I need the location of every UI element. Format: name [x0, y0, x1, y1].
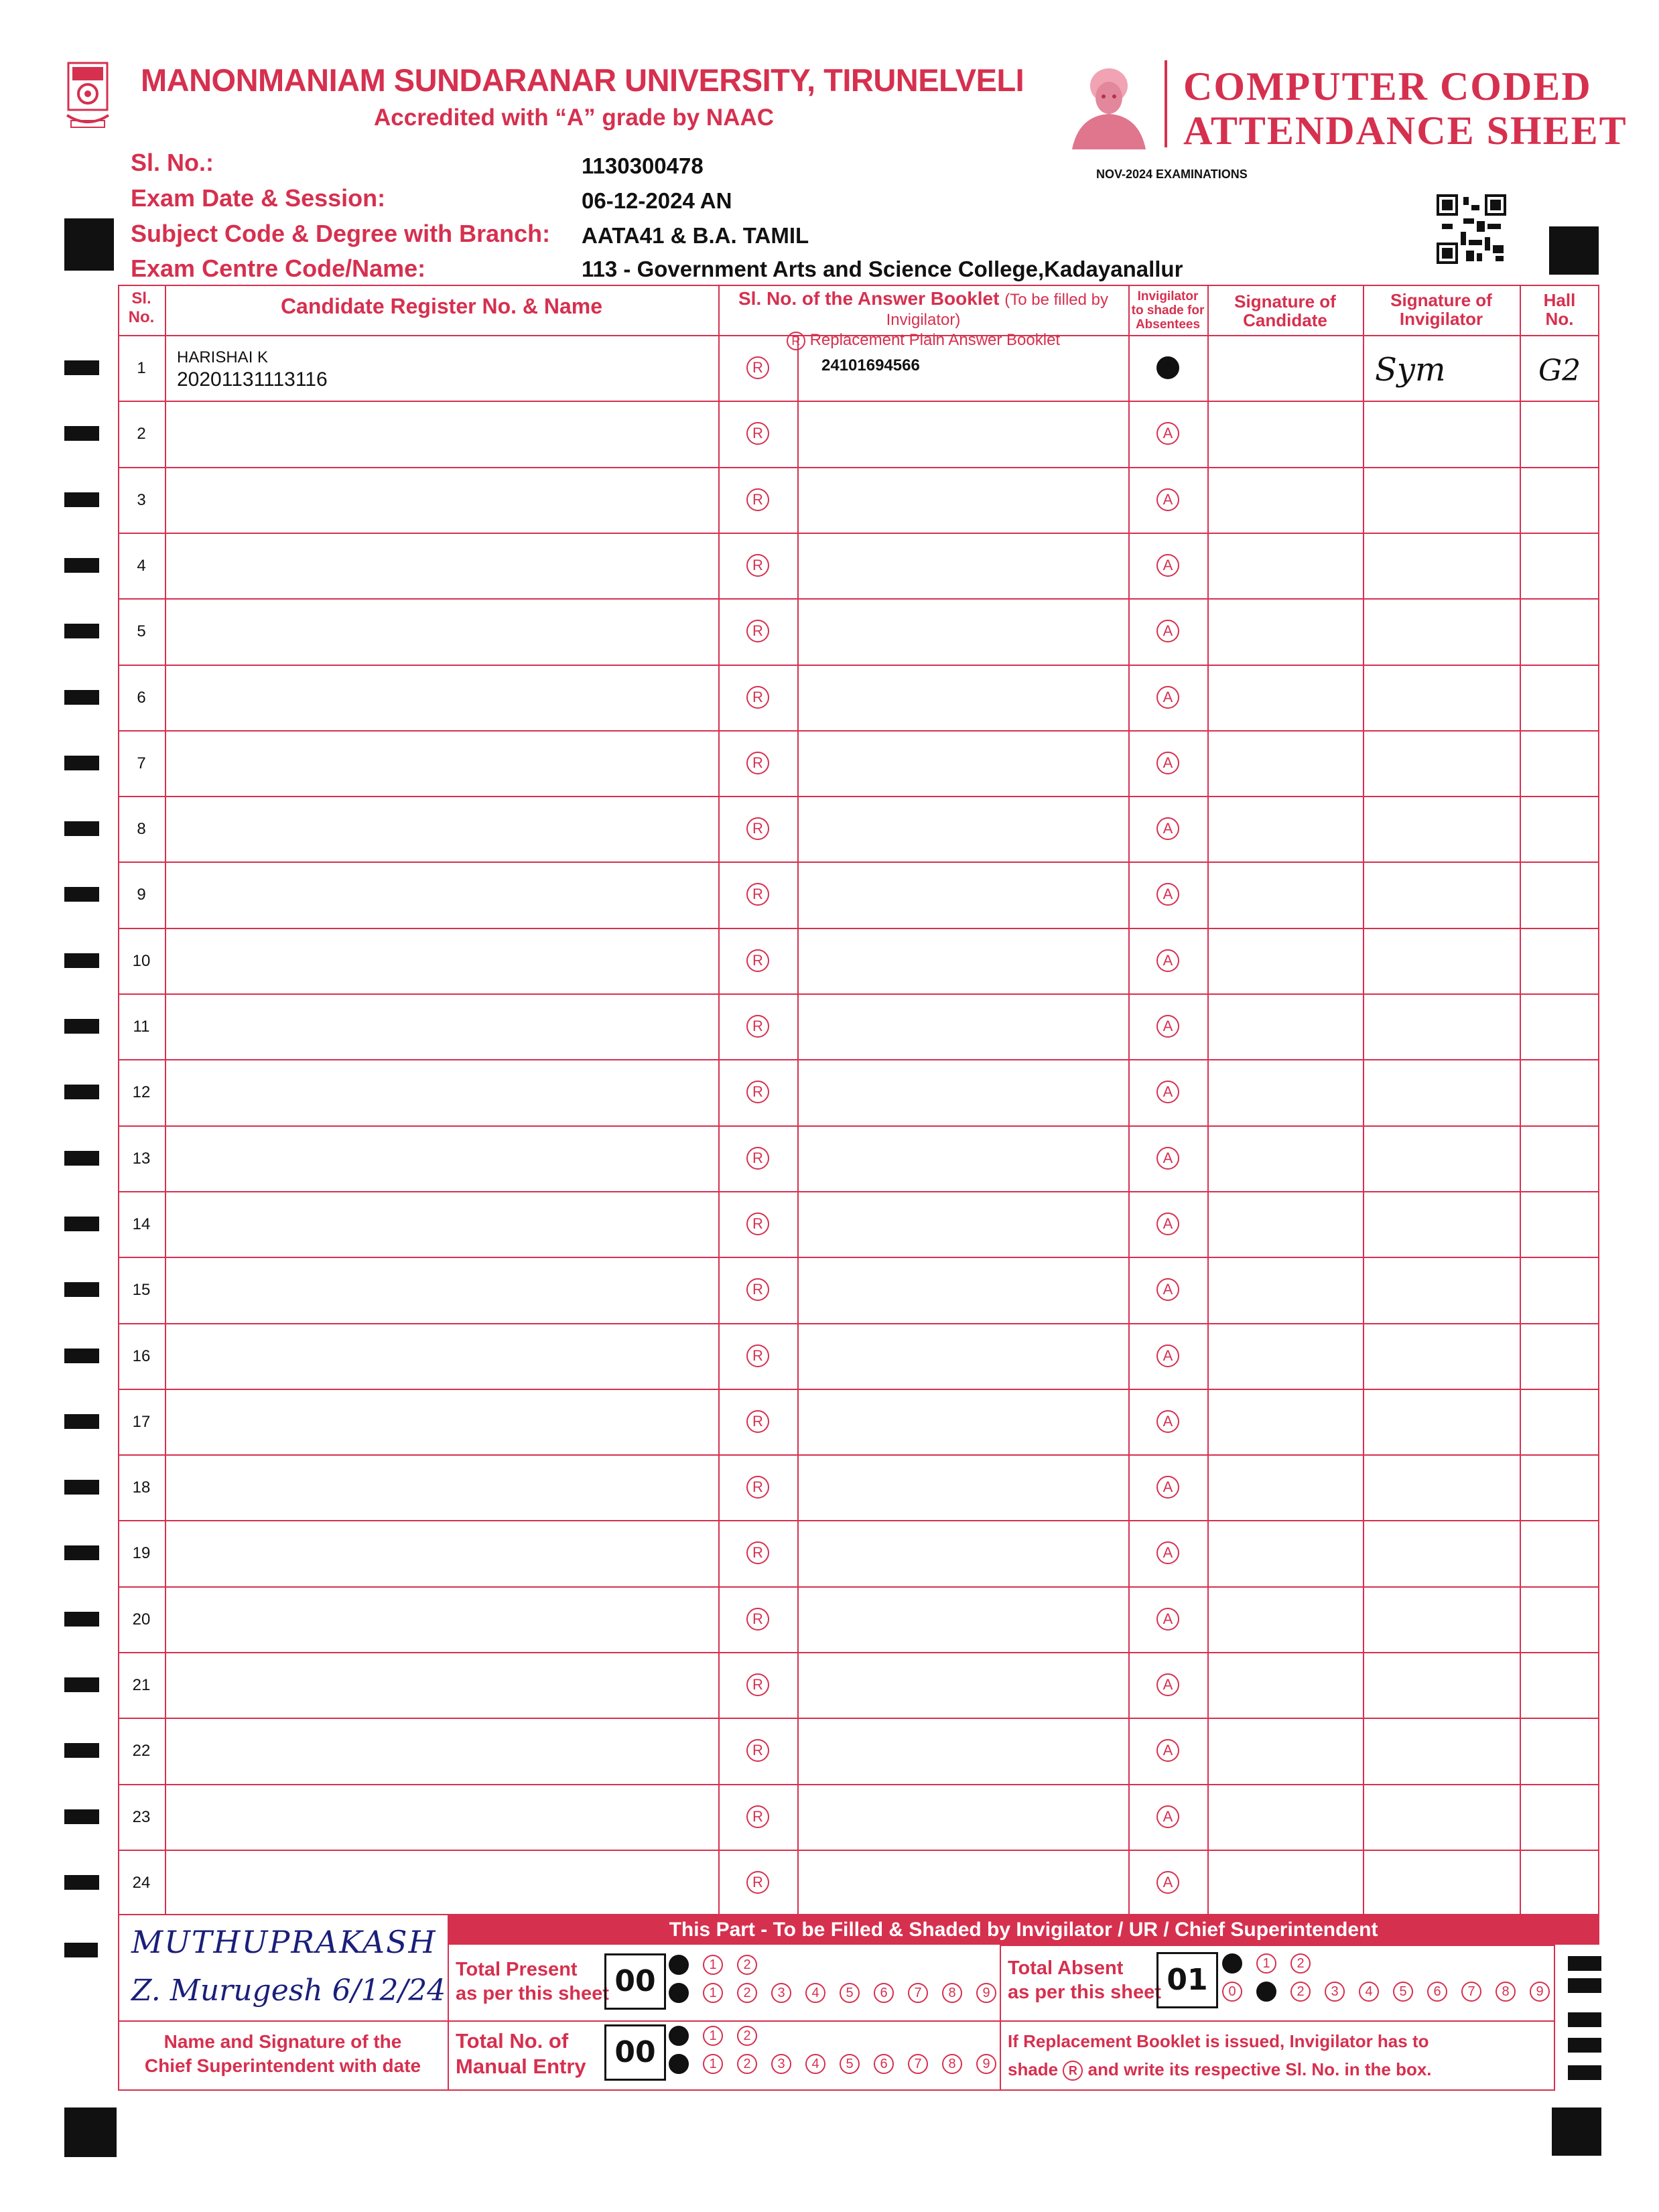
- chief-superintendent-name: MUTHUPRAKASH: [131, 1924, 437, 1960]
- units-digit-bubble[interactable]: 3: [771, 2054, 791, 2074]
- replacement-bubble[interactable]: R: [746, 1278, 769, 1301]
- attendance-table: [118, 285, 1599, 1915]
- timing-mark: [64, 1217, 99, 1231]
- replacement-bubble[interactable]: R: [746, 1739, 769, 1762]
- row-divider: [118, 1718, 1599, 1719]
- exam-period: NOV-2024 EXAMINATIONS: [1096, 167, 1248, 181]
- replacement-bubble[interactable]: R: [746, 1344, 769, 1367]
- absent-bubble[interactable]: A: [1156, 620, 1179, 642]
- units-digit-bubble[interactable]: 6: [874, 2054, 894, 2074]
- replacement-bubble[interactable]: R: [746, 949, 769, 972]
- row-sl-no: 11: [133, 1018, 150, 1036]
- chief-label-line1: Name and Signature of the: [163, 2031, 402, 2052]
- replacement-bubble[interactable]: R: [746, 686, 769, 709]
- replacement-bubble[interactable]: R: [746, 883, 769, 906]
- units-digit-bubble[interactable]: 8: [942, 2054, 962, 2074]
- sheet-title: [1183, 64, 1628, 153]
- registration-mark-top-left: [64, 218, 114, 271]
- row-divider: [118, 796, 1599, 797]
- university-name: MANONMANIAM SUNDARANAR UNIVERSITY, TIRUNELVELI: [141, 62, 1024, 98]
- col-sig-invigilator-header: [1363, 291, 1520, 328]
- units-digit-bubble[interactable]: 3: [771, 1983, 791, 2003]
- row-sl-no: 5: [137, 622, 146, 640]
- replacement-bubble[interactable]: R: [746, 554, 769, 577]
- candidate-reg-no: 20201131113116: [177, 368, 328, 391]
- col-sl-line1: Sl.: [131, 289, 151, 307]
- row-sl-no: 21: [132, 1676, 151, 1694]
- chief-label: [118, 2030, 448, 2078]
- row-sl-no: 23: [132, 1808, 151, 1826]
- units-digit-bubble[interactable]: 9: [976, 1983, 996, 2003]
- footer-divider-3: [118, 2020, 448, 2022]
- centre-value: 113 - Government Arts and Science College,Kadayanallur: [582, 257, 1183, 281]
- timing-mark: [64, 1809, 99, 1824]
- manual-entry-line1: Total No. of: [456, 2029, 569, 2053]
- absent-bubble[interactable]: A: [1156, 1015, 1179, 1038]
- col-candidate-header: Candidate Register No. & Name: [280, 294, 603, 318]
- timing-mark: [64, 1743, 99, 1758]
- units-digit-bubble[interactable]: [669, 1983, 689, 2003]
- tens-digit-bubble[interactable]: [1222, 1953, 1242, 1974]
- row-divider: [118, 1389, 1599, 1390]
- col-sig-candidate-header: [1207, 292, 1363, 330]
- sheet-title-line1: COMPUTER CODED: [1183, 64, 1592, 109]
- row-sl-no: 13: [132, 1150, 151, 1168]
- footer-divider-6: [1000, 2020, 1555, 2022]
- absent-bubble[interactable]: [1156, 356, 1179, 379]
- row-divider: [118, 1257, 1599, 1258]
- row-sl-no: 15: [132, 1281, 151, 1299]
- timing-mark: [64, 492, 99, 507]
- timing-mark: [64, 1545, 99, 1560]
- absent-bubble[interactable]: A: [1156, 1278, 1179, 1301]
- university-logo: [64, 62, 111, 135]
- qr-code: [1437, 194, 1506, 264]
- footer-divider-2: [1000, 1945, 1001, 2091]
- manual-entry-line2: Manual Entry: [456, 2055, 586, 2078]
- registration-mark-top-right: [1549, 226, 1599, 275]
- units-digit-bubble[interactable]: 9: [976, 2054, 996, 2074]
- absent-bubble[interactable]: A: [1156, 817, 1179, 840]
- col-booklet-header: [718, 289, 1128, 350]
- row-divider: [118, 861, 1599, 863]
- sl-no-value: 1130300478: [582, 153, 704, 178]
- sl-no-label: Sl. No.:: [131, 149, 214, 176]
- header-divider: [1165, 60, 1167, 147]
- row-divider: [118, 993, 1599, 995]
- total-present-line1: Total Present: [456, 1959, 578, 1980]
- timing-mark: [64, 1875, 99, 1890]
- absent-bubble[interactable]: A: [1156, 1673, 1179, 1696]
- row-sl-no: 24: [132, 1874, 151, 1892]
- units-digit-bubble[interactable]: 2: [1290, 1982, 1311, 2002]
- units-digit-bubble[interactable]: 0: [1222, 1982, 1242, 2002]
- replacement-bubble[interactable]: R: [746, 1541, 769, 1564]
- replacement-bubble[interactable]: R: [746, 1213, 769, 1235]
- timing-mark: [64, 1282, 99, 1297]
- units-digit-bubble[interactable]: 8: [942, 1983, 962, 2003]
- tens-digit-bubble[interactable]: [669, 2026, 689, 2046]
- row-divider: [118, 1059, 1599, 1060]
- units-digit-bubble[interactable]: 6: [1427, 1982, 1447, 2002]
- replacement-bubble[interactable]: R: [746, 1608, 769, 1631]
- row-divider: [118, 1586, 1599, 1588]
- tens-digit-bubble[interactable]: 1: [703, 2026, 723, 2046]
- column-divider: [1363, 285, 1364, 1915]
- absent-bubble[interactable]: A: [1156, 1805, 1179, 1828]
- col-booklet-note: (To be filled by Invigilator): [886, 291, 1108, 329]
- units-digit-bubble[interactable]: 4: [1359, 1982, 1379, 2002]
- units-digit-bubble[interactable]: 7: [908, 1983, 928, 2003]
- tens-digit-bubble[interactable]: 1: [703, 1955, 723, 1975]
- col-booklet-sub-text: Replacement Plain Answer Booklet: [809, 331, 1061, 349]
- replacement-bubble[interactable]: R: [746, 488, 769, 511]
- col-invig-line3: Absentees: [1135, 318, 1201, 332]
- column-divider: [165, 285, 166, 1915]
- absent-bubble[interactable]: A: [1156, 752, 1179, 774]
- units-digit-bubble[interactable]: 5: [840, 1983, 860, 2003]
- absent-bubble[interactable]: A: [1156, 1147, 1179, 1170]
- row-sl-no: 20: [132, 1610, 151, 1629]
- row-divider: [118, 1125, 1599, 1127]
- replacement-icon: R: [1063, 2061, 1083, 2081]
- total-absent-label: [1008, 1956, 1161, 2004]
- col-hall-header: [1520, 291, 1599, 328]
- exam-date-label: Exam Date & Session:: [131, 184, 386, 212]
- absent-bubble[interactable]: A: [1156, 1476, 1179, 1499]
- units-digit-bubble[interactable]: 3: [1325, 1982, 1345, 2002]
- total-present-label: [456, 1957, 609, 2006]
- row-divider: [118, 598, 1599, 600]
- column-divider: [718, 285, 720, 1915]
- timing-mark: [64, 558, 99, 573]
- row-divider: [118, 928, 1599, 929]
- absent-bubble[interactable]: A: [1156, 554, 1179, 577]
- absent-bubble[interactable]: A: [1156, 1739, 1179, 1762]
- row-divider: [118, 665, 1599, 666]
- replacement-bubble[interactable]: R: [746, 1015, 769, 1038]
- absent-bubble[interactable]: A: [1156, 949, 1179, 972]
- replacement-icon: R: [787, 332, 805, 350]
- timing-mark: [64, 1019, 99, 1034]
- timing-mark: [64, 1349, 99, 1363]
- replacement-bubble[interactable]: R: [746, 752, 769, 774]
- replacement-bubble[interactable]: R: [746, 1147, 769, 1170]
- absent-bubble[interactable]: A: [1156, 686, 1179, 709]
- units-digit-bubble[interactable]: 2: [737, 2054, 757, 2074]
- row-sl-no: 22: [132, 1742, 151, 1760]
- registration-mark-bottom-right: [1552, 2107, 1601, 2156]
- row-divider: [118, 401, 1599, 402]
- col-sig-cand-line1: Signature of: [1234, 291, 1336, 312]
- replacement-bubble[interactable]: R: [746, 1673, 769, 1696]
- sheet-title-line2: ATTENDANCE SHEET: [1183, 109, 1628, 153]
- footer-divider-5: [1000, 1945, 1555, 1946]
- chief-superintendent-signature: Z. Murugesh 6/12/24: [131, 1974, 446, 2008]
- row-sl-no: 4: [137, 557, 146, 575]
- replacement-bubble[interactable]: R: [746, 1410, 769, 1433]
- timing-mark: [64, 624, 99, 638]
- absent-bubble[interactable]: A: [1156, 1608, 1179, 1631]
- col-booklet-sub: [718, 331, 1128, 350]
- timing-mark: [64, 1677, 99, 1692]
- units-digit-bubble[interactable]: 8: [1496, 1982, 1516, 2002]
- total-present-line2: as per this sheet: [456, 1983, 609, 2004]
- timing-mark: [1568, 2012, 1601, 2027]
- units-digit-bubble[interactable]: [1256, 1982, 1276, 2002]
- replacement-note-shade: shade: [1008, 2059, 1059, 2079]
- replacement-bubble[interactable]: R: [746, 422, 769, 445]
- founder-portrait: [1065, 59, 1152, 149]
- row-sl-no: 18: [132, 1478, 151, 1497]
- units-digit-bubble[interactable]: 4: [805, 1983, 825, 2003]
- col-hall-line1: Hall: [1543, 290, 1576, 310]
- absent-bubble[interactable]: A: [1156, 1344, 1179, 1367]
- timing-mark: [64, 1612, 99, 1627]
- accreditation: Accredited with “A” grade by NAAC: [374, 105, 775, 131]
- row-sl-no: 10: [132, 952, 151, 970]
- col-booklet-title: Sl. No. of the Answer Booklet: [738, 288, 1000, 309]
- row-divider: [118, 1850, 1599, 1851]
- timing-mark: [64, 821, 99, 836]
- invigilator-signature: Sym: [1375, 351, 1446, 389]
- absent-bubble[interactable]: A: [1156, 488, 1179, 511]
- row-divider: [118, 1520, 1599, 1521]
- row-sl-no: 14: [132, 1215, 151, 1233]
- col-invig-line1: Invigilator: [1137, 289, 1199, 303]
- units-digit-bubble[interactable]: [669, 2054, 689, 2074]
- timing-mark: [64, 1085, 99, 1099]
- col-sig-cand-line2: Candidate: [1243, 310, 1327, 330]
- timing-mark: [64, 1151, 99, 1166]
- row-divider: [118, 1784, 1599, 1785]
- timing-mark: [1568, 2038, 1601, 2053]
- units-digit-bubble[interactable]: 5: [840, 2054, 860, 2074]
- col-invig-line2: to shade for: [1131, 303, 1205, 318]
- row-sl-no: 6: [137, 689, 146, 707]
- units-digit-bubble[interactable]: 9: [1530, 1982, 1550, 2002]
- exam-date-value: 06-12-2024 AN: [582, 188, 732, 213]
- units-digit-bubble[interactable]: 7: [1461, 1982, 1481, 2002]
- timing-mark: [64, 1943, 98, 1957]
- total-absent-line2: as per this sheet: [1008, 1982, 1161, 2003]
- col-sig-invig-line1: Signature of: [1390, 290, 1492, 310]
- invigilator-band: This Part - To be Filled & Shaded by Invigilator / UR / Chief Superintendent: [448, 1915, 1599, 1945]
- row-divider: [118, 467, 1599, 468]
- units-digit-bubble[interactable]: 1: [703, 2054, 723, 2074]
- row-sl-no: 9: [137, 886, 146, 904]
- timing-mark: [1568, 1956, 1601, 1971]
- timing-mark: [64, 426, 99, 441]
- replacement-bubble[interactable]: R: [746, 1805, 769, 1828]
- replacement-note: [1008, 2027, 1432, 2083]
- candidate-name: HARISHAI K: [177, 348, 269, 366]
- row-divider: [118, 1652, 1599, 1653]
- chief-label-line2: Chief Superintendent with date: [144, 2055, 421, 2076]
- row-sl-no: 19: [132, 1544, 151, 1562]
- units-digit-bubble[interactable]: 1: [703, 1983, 723, 2003]
- timing-mark: [1568, 2065, 1601, 2080]
- row-divider: [118, 1191, 1599, 1192]
- total-absent-box[interactable]: 01: [1156, 1952, 1218, 2008]
- col-sl-header: [118, 289, 165, 327]
- absent-bubble[interactable]: A: [1156, 422, 1179, 445]
- column-divider: [1207, 285, 1209, 1915]
- timing-mark: [64, 1414, 99, 1429]
- units-digit-bubble[interactable]: 6: [874, 1983, 894, 2003]
- total-absent-line1: Total Absent: [1008, 1957, 1124, 1979]
- row-sl-no: 12: [132, 1083, 151, 1101]
- absent-bubble[interactable]: A: [1156, 883, 1179, 906]
- absent-bubble[interactable]: A: [1156, 1410, 1179, 1433]
- absent-bubble[interactable]: A: [1156, 1541, 1179, 1564]
- row-sl-no: 3: [137, 491, 146, 509]
- timing-mark: [64, 953, 99, 968]
- units-digit-bubble[interactable]: 4: [805, 2054, 825, 2074]
- row-sl-no: 16: [132, 1347, 151, 1365]
- row-sl-no: 7: [137, 754, 146, 772]
- units-digit-bubble[interactable]: 5: [1393, 1982, 1413, 2002]
- col-sig-invig-line2: Invigilator: [1399, 309, 1483, 329]
- row-divider: [118, 1323, 1599, 1324]
- total-present-box[interactable]: 00: [604, 1953, 666, 2010]
- replacement-bubble[interactable]: R: [746, 1476, 769, 1499]
- row-divider: [118, 1454, 1599, 1456]
- units-digit-bubble[interactable]: 2: [737, 1983, 757, 2003]
- row-divider: [118, 533, 1599, 534]
- timing-mark: [64, 360, 99, 375]
- manual-entry-box[interactable]: 00: [604, 2024, 666, 2081]
- timing-mark: [64, 887, 99, 902]
- timing-mark: [64, 756, 99, 770]
- col-sl-line2: No.: [128, 308, 155, 326]
- footer-divider-4: [448, 2020, 1000, 2022]
- booklet-number: 24101694566: [821, 356, 920, 374]
- footer-divider-1: [448, 1915, 449, 2091]
- units-digit-bubble[interactable]: 7: [908, 2054, 928, 2074]
- replacement-bubble[interactable]: R: [746, 356, 769, 379]
- timing-mark: [1568, 1978, 1601, 1993]
- replacement-bubble[interactable]: R: [746, 817, 769, 840]
- absent-bubble[interactable]: A: [1156, 1871, 1179, 1894]
- replacement-bubble[interactable]: R: [746, 1871, 769, 1894]
- row-sl-no: 17: [132, 1413, 151, 1431]
- replacement-bubble[interactable]: R: [746, 620, 769, 642]
- timing-mark: [64, 1480, 99, 1495]
- replacement-note-rest: and write its respective Sl. No. in the box.: [1087, 2059, 1432, 2079]
- replacement-bubble[interactable]: R: [746, 1081, 769, 1103]
- manual-entry-label: [456, 2028, 586, 2079]
- centre-label: Exam Centre Code/Name:: [131, 255, 426, 282]
- column-divider: [1128, 285, 1130, 1915]
- col-hall-line2: No.: [1545, 309, 1574, 329]
- tens-digit-bubble[interactable]: 2: [1290, 1953, 1311, 1974]
- subject-value: AATA41 & B.A. TAMIL: [582, 223, 809, 248]
- tens-digit-bubble[interactable]: 2: [737, 1955, 757, 1975]
- replacement-note-line2: [1008, 2055, 1432, 2083]
- col-invigilator-shade-header: [1128, 289, 1207, 332]
- row-sl-no: 1: [137, 359, 146, 377]
- tens-digit-bubble[interactable]: 1: [1256, 1953, 1276, 1974]
- row-divider: [118, 730, 1599, 732]
- absent-bubble[interactable]: A: [1156, 1213, 1179, 1235]
- subject-label: Subject Code & Degree with Branch:: [131, 220, 551, 247]
- tens-digit-bubble[interactable]: [669, 1955, 689, 1975]
- registration-mark-bottom-left: [64, 2107, 117, 2157]
- row-sl-no: 8: [137, 820, 146, 838]
- replacement-note-line1: If Replacement Booklet is issued, Invigilator has to: [1008, 2031, 1429, 2051]
- row-sl-no: 2: [137, 425, 146, 443]
- tens-digit-bubble[interactable]: 2: [737, 2026, 757, 2046]
- timing-mark: [64, 690, 99, 705]
- absent-bubble[interactable]: A: [1156, 1081, 1179, 1103]
- column-divider: [1520, 285, 1521, 1915]
- hall-number: G2: [1538, 354, 1581, 388]
